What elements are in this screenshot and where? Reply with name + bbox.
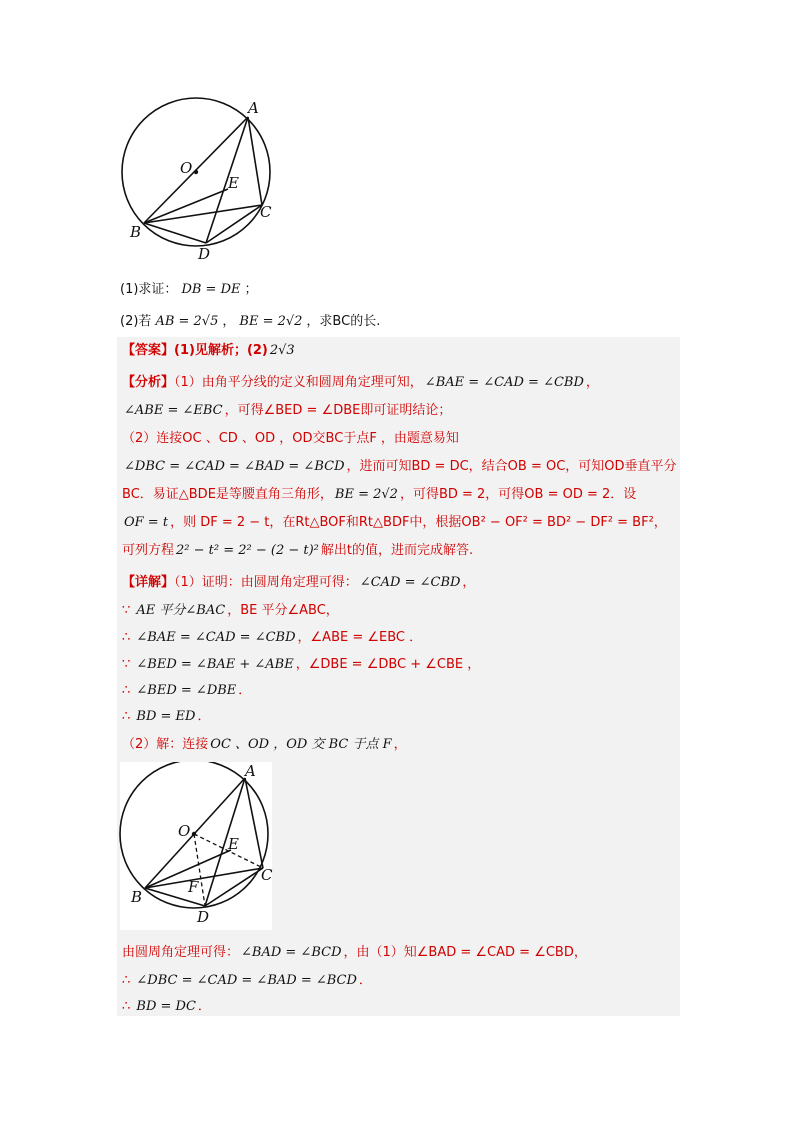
analysis-text: ，: [585, 375, 599, 390]
analysis-math: BE = 2√2: [334, 487, 398, 502]
question-1-punct: ；: [244, 282, 258, 297]
detail-math: AE 平分∠BAC: [136, 603, 226, 618]
segment-ac: [248, 117, 262, 205]
analysis-text: BC．易证△BDE是等腰直角三角形，: [122, 487, 333, 502]
after-text: ．: [358, 973, 372, 988]
label-e: E: [228, 174, 239, 192]
answer-line: [122, 342, 297, 360]
analysis-line-5: [122, 486, 636, 504]
question-2-comma: ，: [222, 314, 236, 329]
detail-text: ，BE 平分∠ABC，: [227, 603, 339, 618]
detail-text: ，∠ABE = ∠EBC ．: [297, 630, 423, 645]
analysis-tag: 【分析】: [122, 375, 175, 390]
segment-be: [144, 189, 228, 223]
after-text: ∴: [122, 973, 135, 988]
after-text: ，由（1）知∠BAD = ∠CAD = ∠CBD，: [343, 945, 587, 960]
question-2-ask: ，求BC的长.: [306, 314, 381, 329]
question-2-math-be: BE = 2√2: [239, 314, 303, 329]
detail-text: ∴: [122, 709, 135, 724]
detail-text: ．: [197, 709, 211, 724]
question-2-text: 若: [138, 314, 152, 329]
analysis-text: 可列方程: [122, 543, 175, 558]
analysis-line-4: [122, 458, 677, 476]
after-figure-line-3: [122, 998, 211, 1016]
analysis-line-3: [122, 430, 463, 448]
detail-text: （2）解：连接: [122, 737, 209, 752]
label-c: C: [260, 203, 272, 221]
question-2: [120, 310, 380, 329]
after-figure-line-1: [122, 944, 587, 962]
analysis-text: （2）连接OC 、CD 、OD ，OD交BC于点F ，由题意易知: [122, 431, 459, 446]
center-dot: [192, 832, 196, 836]
after-math: ∠DBC = ∠CAD = ∠BAD = ∠BCD: [136, 973, 357, 988]
detail-text: ∵: [122, 657, 135, 672]
label-f: F: [188, 878, 199, 896]
detail-line-1: [122, 574, 475, 592]
detail-line-3: [122, 629, 422, 647]
analysis-math: OF = t: [124, 515, 169, 530]
detail-line-6: [122, 708, 210, 726]
label-d: D: [197, 908, 210, 926]
label-e: E: [228, 835, 239, 853]
detail-math: ∠BAE = ∠CAD = ∠CBD: [136, 630, 296, 645]
label-c: C: [261, 866, 273, 884]
question-2-number: (2): [120, 314, 139, 329]
detail-text: ．: [238, 683, 252, 698]
detail-tag: 【详解】: [122, 575, 175, 590]
question-1: [120, 278, 258, 297]
label-b: B: [131, 888, 143, 906]
detail-text: ∵: [122, 603, 135, 618]
analysis-text: ，进而可知BD = DC，结合OB = OC，可知OD垂直平分: [346, 459, 677, 474]
segment-bc: [145, 868, 263, 888]
analysis-text: ，可得∠BED = ∠DBE即可证明结论；: [224, 403, 452, 418]
analysis-line-6: [122, 514, 667, 532]
detail-math: ∠BED = ∠BAE + ∠ABE: [136, 657, 294, 672]
detail-line-4: [122, 656, 480, 674]
label-o: O: [178, 822, 191, 840]
question-1-number: (1): [120, 282, 139, 297]
question-2-math-ab: AB = 2√5: [155, 314, 219, 329]
after-figure-line-2: [122, 972, 372, 990]
detail-text: ，: [462, 575, 476, 590]
center-dot: [194, 170, 198, 174]
detail-text: ∴: [122, 683, 135, 698]
analysis-math: ∠DBC = ∠CAD = ∠BAD = ∠BCD: [124, 459, 345, 474]
analysis-text: ，则 DF = 2 − t，在Rt△BOF和Rt△BDF中，根据OB² − OF² = BD² − DF² = BF²，: [170, 515, 667, 530]
detail-text: ，: [393, 737, 407, 752]
analysis-math: 2² − t² = 2² − (2 − t)²: [176, 543, 319, 558]
segment-dc: [206, 205, 262, 243]
after-math: ∠BAD = ∠BCD: [241, 945, 342, 960]
detail-math: OC 、OD ，OD 交 BC 于点 F: [210, 737, 392, 752]
after-text: ．: [197, 999, 211, 1014]
label-a: A: [245, 762, 256, 780]
answer-text: (1)见解析；(2): [174, 343, 268, 358]
answer-tag: 【答案】: [122, 343, 175, 358]
question-1-math: DB = DE: [181, 282, 241, 297]
segment-ad: [206, 117, 248, 243]
label-b: B: [130, 223, 142, 241]
detail-text: （1）证明：由圆周角定理可得：: [174, 575, 358, 590]
analysis-text: ，可得BD = 2，可得OB = OD = 2．设: [399, 487, 637, 502]
figure-1-circle-diagram: [110, 95, 300, 265]
question-1-text: 求证：: [138, 282, 178, 297]
detail-text: ，∠DBE = ∠DBC + ∠CBE ，: [295, 657, 481, 672]
detail-line-2: [122, 602, 339, 620]
analysis-math: ∠ABE = ∠EBC: [124, 403, 223, 418]
detail-math: BD = ED: [136, 709, 196, 724]
analysis-text: 解出t的值，进而完成解答.: [320, 543, 474, 558]
detail-math: ∠BED = ∠DBE: [136, 683, 237, 698]
detail-line-5: [122, 682, 251, 700]
analysis-text: （1）由角平分线的定义和圆周角定理可知，: [174, 375, 423, 390]
analysis-math: ∠BAE = ∠CAD = ∠CBD: [424, 375, 584, 390]
figure-2-circle-diagram: [115, 762, 280, 932]
label-a: A: [248, 99, 259, 117]
after-text: ∴: [122, 999, 135, 1014]
segment-ad: [205, 778, 245, 906]
analysis-line-7: [122, 542, 473, 560]
detail-math: ∠CAD = ∠CBD: [359, 575, 461, 590]
answer-math: 2√3: [269, 343, 295, 358]
segment-bc: [144, 205, 262, 223]
after-math: BD = DC: [136, 999, 196, 1014]
after-text: 由圆周角定理可得：: [122, 945, 240, 960]
analysis-line-1: [122, 374, 599, 392]
label-o: O: [180, 159, 193, 177]
detail-line-7: [122, 736, 407, 754]
analysis-line-2: [122, 402, 451, 420]
label-d: D: [198, 245, 211, 263]
detail-text: ∴: [122, 630, 135, 645]
